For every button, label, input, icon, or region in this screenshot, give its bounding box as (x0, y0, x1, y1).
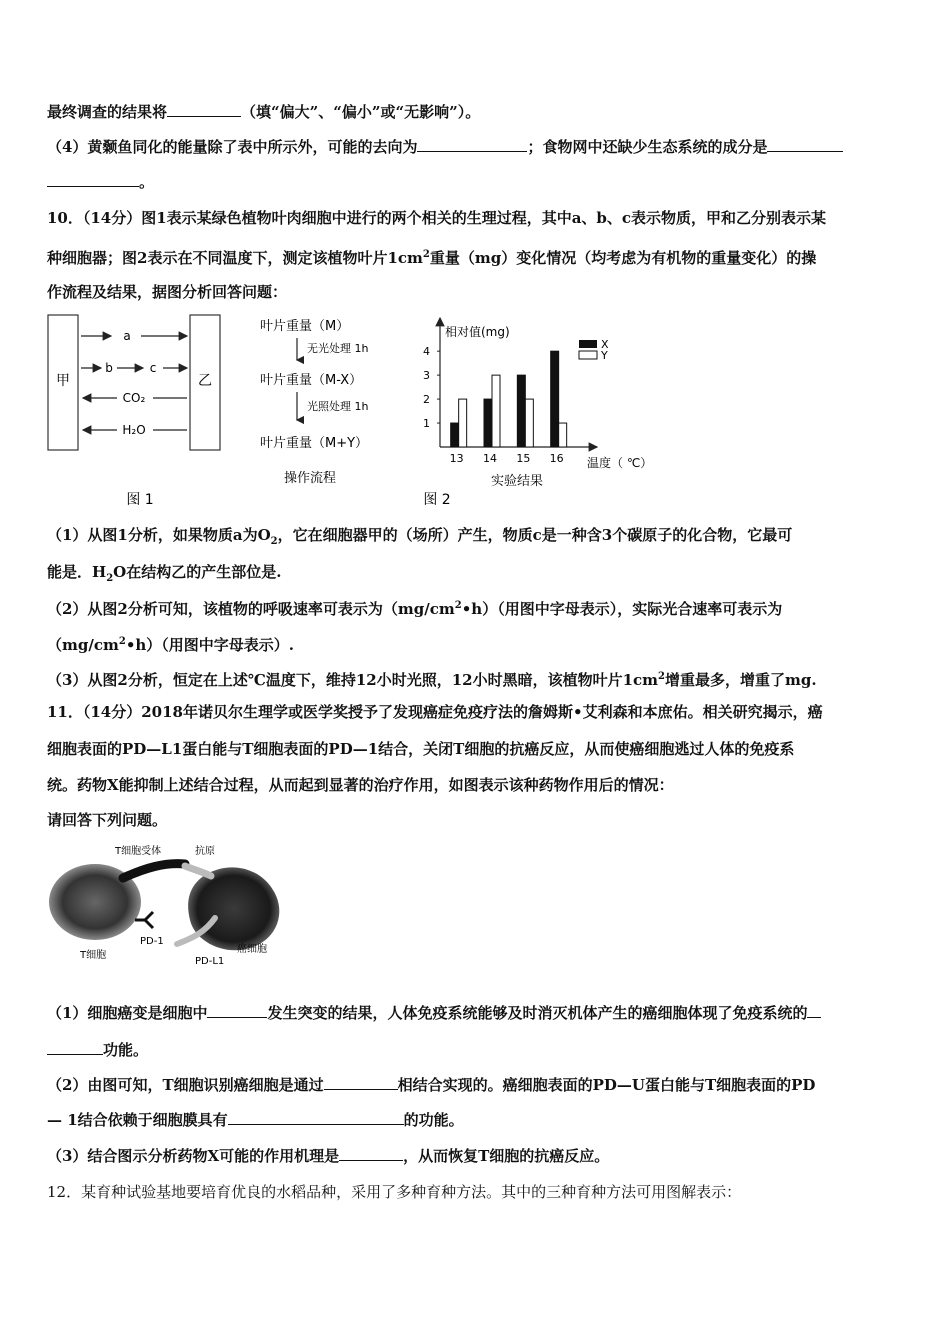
figure-1 (45, 312, 225, 512)
q10-text: 种细胞器；图2表示在不同温度下，测定该植物叶片1cm (47, 249, 423, 267)
q11-text: 11．（14分）2018年诺贝尔生理学或医学奖授予了发现癌症免疫疗法的詹姆斯•艾利森和本庶佑。相关研究揭示，癌 (47, 703, 823, 721)
answer-blank[interactable] (47, 172, 139, 187)
q10-text: O在结构乙的产生部位是. (113, 563, 282, 581)
q12-text: 12．某育种试验基地要培育优良的水稻品种，采用了多种育种方法。其中的三种育种方法可用图解表示： (47, 1183, 742, 1201)
y-tick-label: 3 (423, 369, 430, 383)
q10-line-3 (47, 282, 287, 302)
q10-text: 10．（14分）图1表示某绿色植物叶肉细胞中进行的两个相关的生理过程，其中a、b、c表示物质，甲和乙分别表示某 (47, 209, 827, 227)
substance-b-label: b (105, 361, 113, 375)
flow-treatment-2: 光照处理 1h (307, 400, 369, 413)
answer-blank[interactable] (767, 137, 843, 152)
q10-text: （mg/cm (47, 636, 119, 654)
answer-blank[interactable] (417, 137, 527, 152)
q11-text: 功能。 (103, 1041, 149, 1059)
q11-text: 细胞表面的PD—L1蛋白能与T细胞表面的PD—1结合，关闭T细胞的抗癌反应，从而使癌细胞逃过人体的免疫系 (47, 740, 795, 758)
x-tick-label: 13 (449, 452, 464, 465)
q11-sub2-line-2 (47, 1110, 464, 1130)
q10-text: （2）从图2分析可知，该植物的呼吸速率可表示为（mg/cm (47, 600, 455, 618)
y-tick-label: 2 (423, 393, 430, 407)
q10-text: 能是．H (47, 563, 107, 581)
q11-sub3-line (47, 1146, 609, 1166)
substance-a-label: a (123, 329, 131, 343)
q11-text: （1）细胞癌变是细胞中 (47, 1004, 208, 1022)
legend-y-label: Y (601, 349, 608, 362)
y-tick-label: 1 (423, 417, 430, 431)
flow-caption: 操作流程 (283, 471, 337, 486)
flow-step-1: 叶片重量（M） (260, 319, 350, 334)
q11-text: — 1结合依赖于细胞膜具有 (47, 1111, 228, 1129)
q10-text: （1）从图1分析，如果物质a为O (47, 526, 271, 544)
cancer-cell-body (188, 867, 279, 950)
q9-line-2 (47, 137, 843, 157)
q11-text: 发生突变的结果，人体免疫系统能够及时消灭机体产生的癌细胞体现了免疫系统的 (267, 1004, 808, 1022)
antigen-label: 抗原 (195, 846, 215, 857)
q10-line-1 (47, 208, 826, 228)
q10-text: 增重最多，增重了mg. (665, 671, 817, 689)
organelle-jia-label: 甲 (56, 373, 70, 389)
figure-1-caption: 图 1 (126, 492, 154, 508)
q10-text: •h）（用图中字母表示），实际光合速率可表示为 (461, 600, 783, 618)
figure-2-svg (255, 312, 675, 512)
answer-blank[interactable] (47, 1040, 103, 1055)
figure-1-svg (45, 312, 225, 512)
q11-sub1-line-1 (47, 1003, 821, 1023)
bar-y-13 (459, 399, 467, 447)
flow-step-2: 叶片重量（M-X） (260, 373, 363, 388)
q11-line-2 (47, 739, 794, 759)
y-tick-label: 4 (423, 345, 430, 359)
answer-blank[interactable] (324, 1075, 398, 1090)
chart-title: 实验结果 (490, 474, 544, 489)
superscript: 2 (454, 600, 462, 611)
answer-blank[interactable] (167, 102, 241, 117)
q9-text: 。 (139, 173, 155, 191)
q9-text: 最终调查的结果将 (47, 103, 168, 121)
q9-line-3 (47, 172, 154, 192)
x-tick-label: 14 (483, 452, 497, 465)
q11-line-4 (47, 810, 167, 830)
organelle-yi-label: 乙 (198, 373, 212, 389)
bar-y-14 (492, 375, 500, 447)
q11-sub1-line-2 (47, 1040, 148, 1060)
q11-line-1 (47, 702, 823, 722)
subscript: 2 (270, 536, 278, 547)
flow-step-3: 叶片重量（M+Y） (260, 436, 369, 451)
t-cell-label: T细胞 (80, 950, 107, 961)
pd-1-label: PD-1 (140, 936, 164, 947)
q11-line-3 (47, 775, 674, 795)
figure-3-svg (45, 840, 295, 970)
q12-line-1 (47, 1182, 741, 1202)
q11-text: （3）结合图示分析药物X可能的作用机理是 (47, 1147, 340, 1165)
bar-x-15 (517, 375, 525, 447)
superscript: 2 (658, 671, 666, 682)
q10-text: 重量（mg）变化情况（均考虑为有机物的重量变化）的操 (429, 249, 817, 267)
q11-text: 统。药物X能抑制上述结合过程，从而起到显著的治疗作用，如图表示该种药物作用后的情况： (47, 776, 674, 794)
q10-text: ，它在细胞器甲的（场所）产生，物质c是一种含3个碳原子的化合物，它最可 (277, 526, 793, 544)
figure-2-caption: 图 2 (423, 492, 451, 508)
bar-y-16 (559, 423, 567, 447)
q10-sub1-line-1 (47, 525, 792, 552)
q9-line-1 (47, 102, 480, 122)
co2-label: CO₂ (122, 391, 146, 405)
x-tick-label: 15 (516, 452, 531, 465)
pd-l1-label: PD-L1 (195, 956, 225, 967)
y-axis-label: 相对值(mg) (445, 325, 510, 339)
answer-blank[interactable] (807, 1003, 821, 1018)
cancer-cell-label: 癌细胞 (237, 944, 267, 955)
q9-text: （填“偏大”、“偏小”或“无影响”）。 (241, 103, 481, 121)
substance-c-label: c (149, 361, 157, 375)
q10-text: （3）从图2分析，恒定在上述℃温度下，维持12小时光照，12小时黑暗，该植物叶片1cm (47, 671, 659, 689)
q11-text: 相结合实现的。癌细胞表面的PD—U蛋白能与T细胞表面的PD (397, 1076, 816, 1094)
q11-text: 请回答下列问题。 (47, 811, 168, 829)
answer-blank[interactable] (339, 1146, 403, 1161)
bar-x-14 (484, 399, 492, 447)
superscript: 2 (118, 636, 126, 647)
bar-y-15 (525, 399, 533, 447)
legend-y-swatch (579, 351, 597, 359)
q11-text: 的功能。 (403, 1111, 464, 1129)
bar-x-13 (451, 423, 459, 447)
q11-text: ，从而恢复T细胞的抗癌反应。 (403, 1147, 610, 1165)
bar-chart (423, 318, 652, 489)
h2o-label: H₂O (122, 423, 146, 437)
q9-text: （4）黄颡鱼同化的能量除了表中所示外，可能的去向为 (47, 138, 418, 156)
q9-text: ；食物网中还缺少生态系统的成分是 (527, 138, 768, 156)
flow-treatment-1: 无光处理 1h (307, 342, 369, 355)
q10-text: 作流程及结果，据图分析回答问题： (47, 283, 288, 301)
x-axis-label: 温度（ ℃） (587, 456, 653, 470)
answer-blank[interactable] (228, 1110, 404, 1125)
t-cell-receptor (123, 864, 185, 878)
q10-text: •h）（用图中字母表示）. (125, 636, 295, 654)
antigen (185, 866, 211, 876)
superscript: 2 (422, 249, 430, 260)
legend-x-label: X (601, 338, 609, 351)
figure-2 (255, 312, 675, 512)
q10-line-2 (47, 245, 816, 268)
subscript: 2 (106, 573, 114, 584)
q11-text: （2）由图可知，T细胞识别癌细胞是通过 (47, 1076, 324, 1094)
q10-sub1-line-2 (47, 562, 281, 589)
q10-sub3-line (47, 667, 817, 690)
answer-blank[interactable] (207, 1003, 267, 1018)
q11-sub2-line-1 (47, 1075, 815, 1095)
figure-3 (45, 840, 295, 970)
x-tick-label: 16 (549, 452, 564, 465)
bar-x-16 (551, 351, 559, 447)
q10-sub2-line-1 (47, 596, 782, 619)
t-cell-receptor-label: T细胞受体 (115, 846, 162, 857)
legend-x-swatch (579, 340, 597, 348)
q10-sub2-line-2 (47, 632, 294, 655)
